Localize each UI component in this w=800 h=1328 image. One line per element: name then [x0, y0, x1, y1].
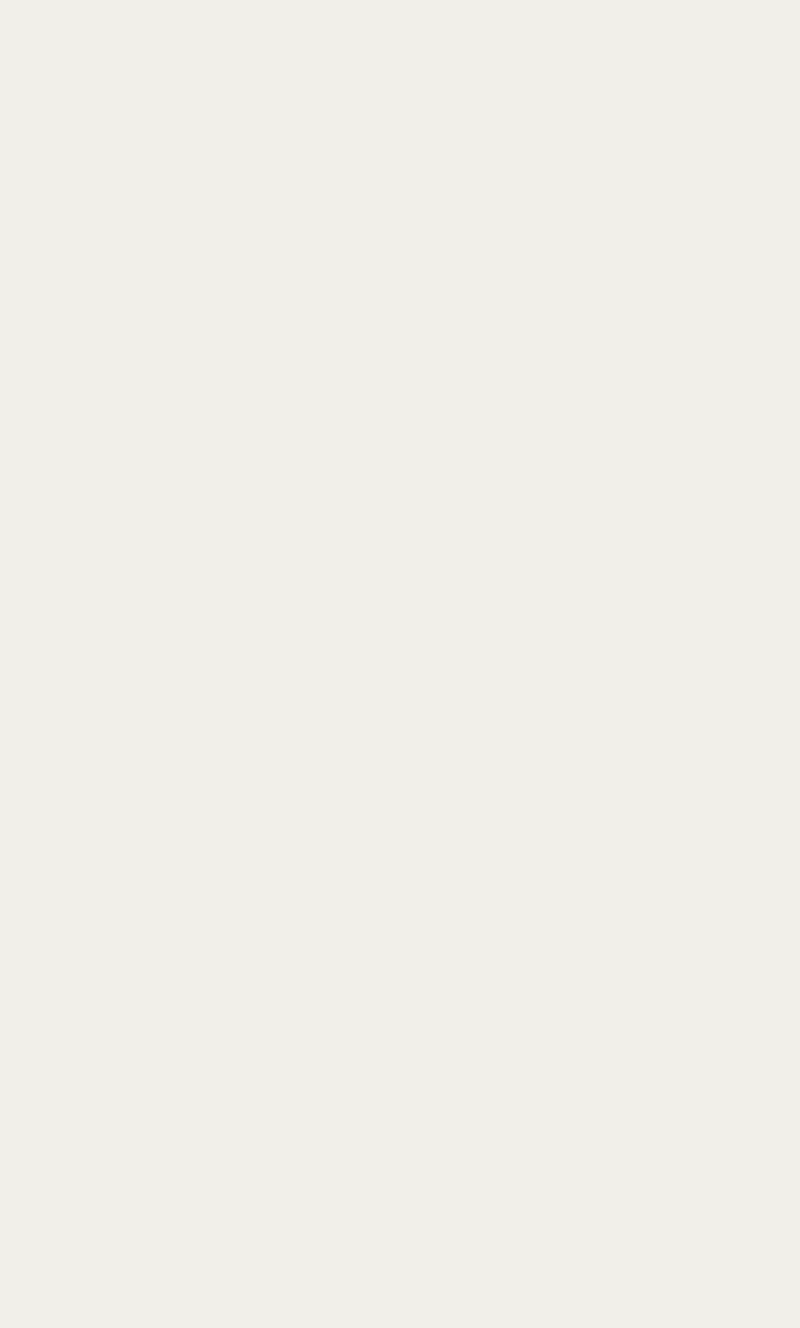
page-header	[56, 92, 756, 116]
page-body	[56, 118, 756, 130]
